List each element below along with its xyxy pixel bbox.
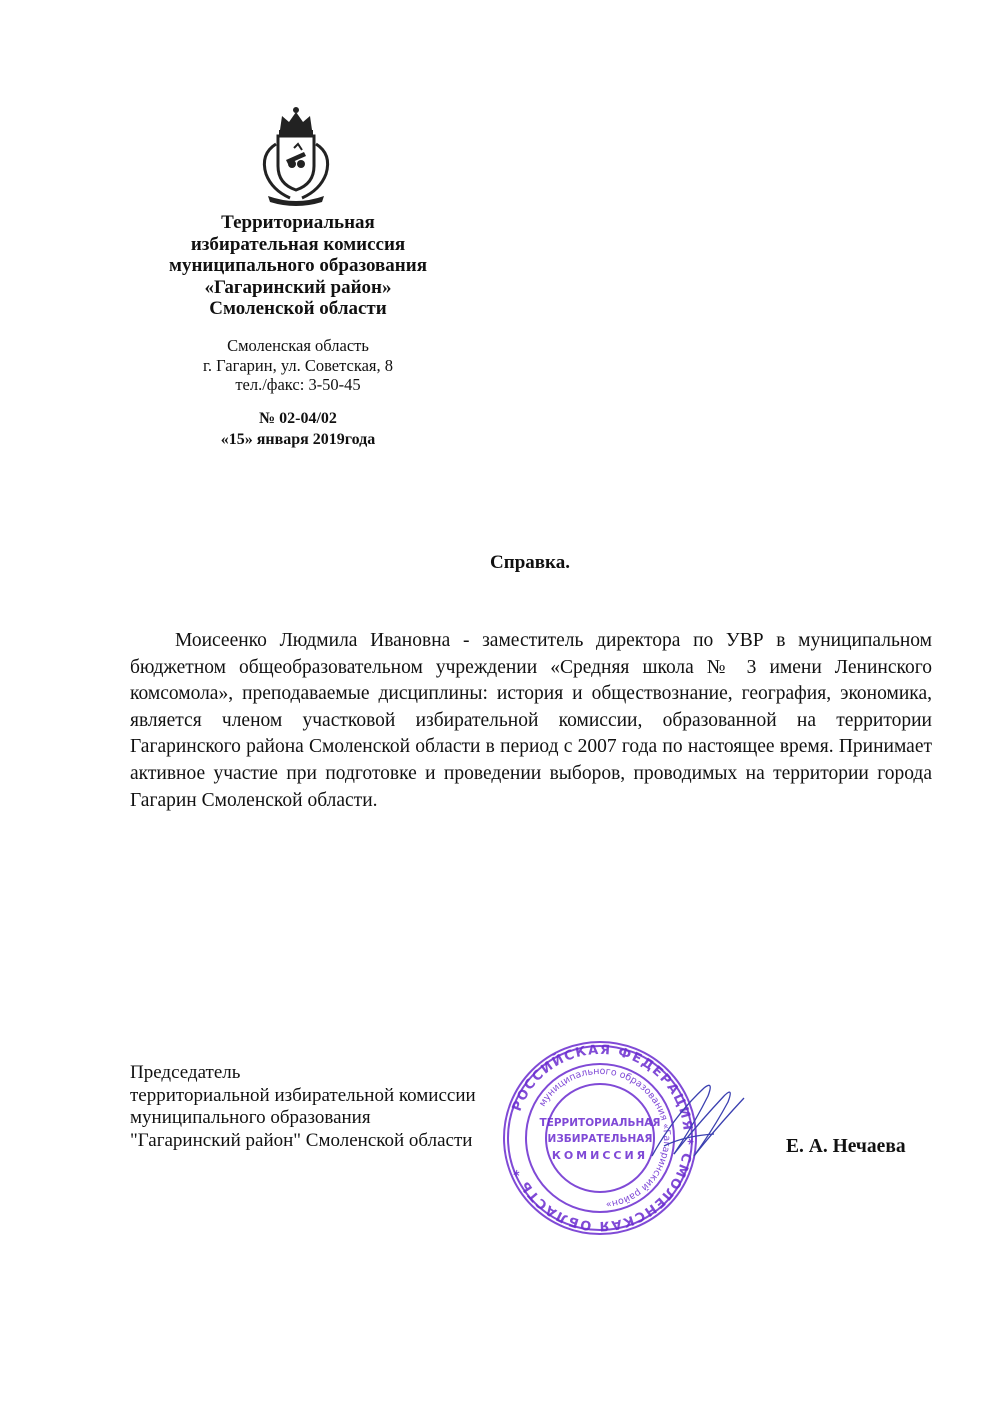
- org-line: Территориальная: [221, 212, 375, 233]
- svg-text:ИЗБИРАТЕЛЬНАЯ: ИЗБИРАТЕЛЬНАЯ: [547, 1133, 653, 1145]
- document-body: Моисеенко Людмила Ивановна - заместитель директора по УВР в муниципальном бюджетном общеобразовательном учреждении «Средняя школа № 3 имени Ленинского комсомола», преподаваемые дисциплины: история и обществознание, география, экономика, является членом участковой избирательной комиссии, образованной на территории Гагаринского района Смоленской области в период с 2007 года по настоящее время. Принимает активное участие при подготовке и проведении выборов, проводимых на территории города Гагарин Смоленской области.: [130, 630, 932, 811]
- organization-address: [120, 336, 476, 395]
- position-line: территориальной избирательной комиссии: [130, 1084, 476, 1106]
- address-line: г. Гагарин, ул. Советская, 8: [202, 355, 394, 375]
- handwritten-signature-icon: [644, 1076, 754, 1166]
- document-date: «15» января 2019года: [220, 431, 376, 448]
- svg-text:РОССИЙСКАЯ ФЕДЕРАЦИЯ * СМОЛЕНС: РОССИЙСКАЯ ФЕДЕРАЦИЯ * СМОЛЕНСКАЯ ОБЛАСТЬ *: [509, 1042, 696, 1234]
- svg-text:КОМИССИЯ: КОМИССИЯ: [551, 1149, 649, 1162]
- position-line: "Гагаринский район" Смоленской области: [130, 1129, 473, 1151]
- svg-text:ТЕРРИТОРИАЛЬНАЯ: ТЕРРИТОРИАЛЬНАЯ: [539, 1117, 661, 1129]
- org-line: Смоленской области: [209, 298, 387, 319]
- organization-name: [120, 212, 476, 320]
- address-line: Смоленская область: [227, 336, 369, 355]
- registration-block: [120, 408, 476, 450]
- document-title: Справка.: [490, 552, 570, 573]
- svg-text:муниципального образования «Га: муниципального образования «Гагаринский район»: [537, 1065, 673, 1210]
- org-line: «Гагаринский район»: [204, 276, 392, 298]
- document-number: № 02-04/02: [259, 410, 337, 427]
- position-line: Председатель: [130, 1062, 241, 1083]
- org-line: муниципального образования: [169, 255, 427, 276]
- org-line: избирательная комиссия: [190, 233, 406, 255]
- coat-of-arms-icon: [254, 104, 338, 208]
- signature-position: [130, 1062, 476, 1152]
- position-line: муниципального образования: [130, 1107, 371, 1128]
- address-line: тел./факс: 3-50-45: [235, 375, 361, 394]
- signer-name: Е. А. Нечаева: [786, 1136, 906, 1157]
